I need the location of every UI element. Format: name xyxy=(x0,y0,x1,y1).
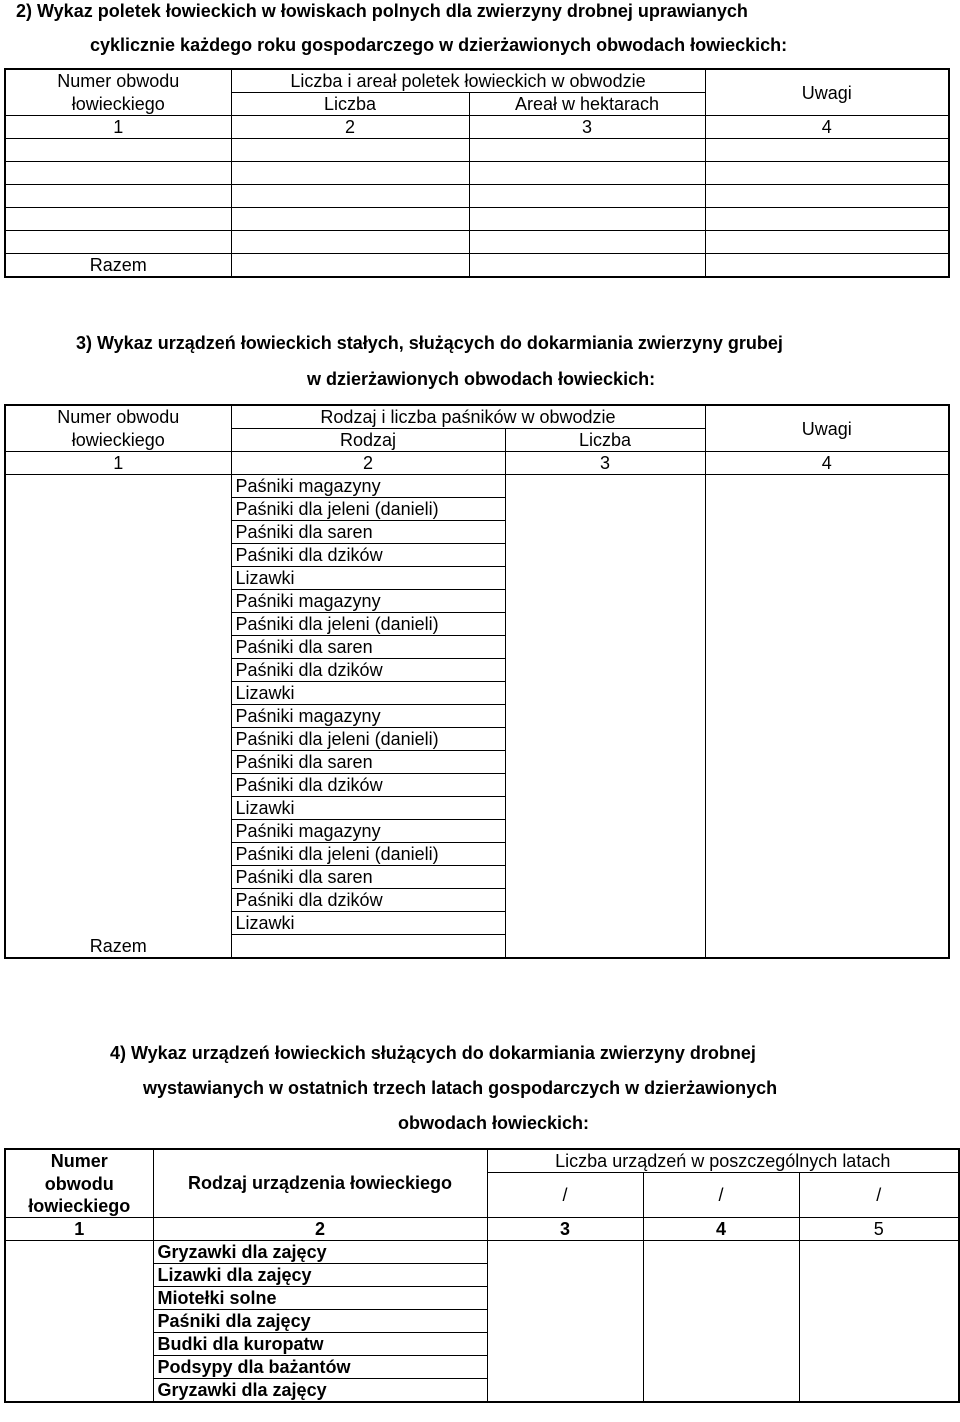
device-type: Gryzawki dla zajęcy xyxy=(153,1240,487,1263)
cell xyxy=(231,935,505,959)
cell xyxy=(487,1240,643,1402)
cell xyxy=(799,1240,959,1402)
col-obwod-header: Numer obwodu xyxy=(5,69,231,93)
table-row xyxy=(5,162,949,185)
feeder-type: Lizawki xyxy=(231,912,505,935)
col-uwagi-header: Uwagi xyxy=(705,69,949,116)
table-row xyxy=(5,231,949,254)
table-row xyxy=(5,139,949,162)
col-obwod-header-line2: obwodu xyxy=(5,1173,153,1195)
table-row xyxy=(5,1240,959,1263)
feeder-type: Paśniki magazyny xyxy=(231,475,505,498)
section3-heading-line1: 3) Wykaz urządzeń łowieckich stałych, służących do dokarmiania zwierzyny grubej xyxy=(76,333,783,353)
feeder-type: Paśniki dla saren xyxy=(231,636,505,659)
section2-table xyxy=(4,68,950,278)
cell xyxy=(231,231,469,254)
col-number: 5 xyxy=(799,1217,959,1240)
device-type: Budki dla kuropatw xyxy=(153,1332,487,1355)
cell xyxy=(705,254,949,278)
col-liczba-header: Liczba xyxy=(505,429,705,452)
feeder-type: Paśniki magazyny xyxy=(231,705,505,728)
device-type: Miotełki solne xyxy=(153,1286,487,1309)
cell xyxy=(5,185,231,208)
feeder-type: Lizawki xyxy=(231,797,505,820)
total-label: Razem xyxy=(5,254,231,278)
cell xyxy=(231,162,469,185)
cell xyxy=(231,208,469,231)
col-number: 1 xyxy=(5,1217,153,1240)
device-type: Gryzawki dla zajęcy xyxy=(153,1378,487,1402)
table-row xyxy=(5,208,949,231)
cell xyxy=(469,231,705,254)
year-3-header: / xyxy=(799,1173,959,1218)
year-2-header: / xyxy=(643,1173,799,1218)
col-number: 4 xyxy=(705,452,949,475)
col-obwod-header: Numer xyxy=(5,1149,153,1173)
cell xyxy=(705,185,949,208)
cell xyxy=(705,139,949,162)
feeder-type: Paśniki dla dzików xyxy=(231,544,505,567)
cell xyxy=(5,162,231,185)
col-number: 2 xyxy=(231,116,469,139)
total-label: Razem xyxy=(5,475,231,959)
col-number: 2 xyxy=(153,1217,487,1240)
section3-heading-line2: w dzierżawionych obwodach łowieckich: xyxy=(307,369,656,389)
col-obwod-header-line2: łowieckiego xyxy=(5,429,231,452)
cell xyxy=(643,1240,799,1402)
section3-table xyxy=(4,404,950,959)
col-group-header: Liczba i areał poletek łowieckich w obwodzie xyxy=(231,69,705,93)
feeder-type: Paśniki dla jeleni (danieli) xyxy=(231,843,505,866)
section2-heading-line2: cyklicznie każdego roku gospodarczego w dzierżawionych obwodach łowieckich: xyxy=(90,35,788,55)
col-number: 4 xyxy=(643,1217,799,1240)
col-number: 3 xyxy=(469,116,705,139)
feeder-type: Paśniki dla saren xyxy=(231,866,505,889)
table-row xyxy=(5,475,949,498)
col-rodzaj-header: Rodzaj xyxy=(231,429,505,452)
col-number: 3 xyxy=(487,1217,643,1240)
cell xyxy=(5,139,231,162)
feeder-type: Paśniki dla dzików xyxy=(231,889,505,912)
feeder-type: Lizawki xyxy=(231,682,505,705)
col-rodzaj-header: Rodzaj urządzenia łowieckiego xyxy=(153,1149,487,1217)
device-type: Paśniki dla zajęcy xyxy=(153,1309,487,1332)
year-1-header: / xyxy=(487,1173,643,1218)
cell xyxy=(705,162,949,185)
col-obwod-header-line2: łowieckiego xyxy=(5,93,231,116)
feeder-type: Paśniki dla jeleni (danieli) xyxy=(231,613,505,636)
feeder-type: Paśniki dla saren xyxy=(231,521,505,544)
cell xyxy=(231,185,469,208)
col-obwod-header: Numer obwodu xyxy=(5,405,231,429)
device-type: Podsypy dla bażantów xyxy=(153,1355,487,1378)
col-number: 1 xyxy=(5,116,231,139)
cell xyxy=(705,208,949,231)
col-number: 3 xyxy=(505,452,705,475)
col-obwod-header-line3: łowieckiego xyxy=(5,1195,153,1218)
cell xyxy=(469,139,705,162)
col-number: 4 xyxy=(705,116,949,139)
section2-heading-line1: 2) Wykaz poletek łowieckich w łowiskach polnych dla zwierzyny drobnej uprawianych xyxy=(16,1,748,21)
col-number: 1 xyxy=(5,452,231,475)
table-row xyxy=(5,185,949,208)
section4-heading-line1: 4) Wykaz urządzeń łowieckich służących do dokarmiania zwierzyny drobnej xyxy=(110,1043,756,1063)
cell xyxy=(705,231,949,254)
cell xyxy=(469,208,705,231)
feeder-type: Paśniki magazyny xyxy=(231,590,505,613)
section4-heading-line3: obwodach łowieckich: xyxy=(398,1113,590,1133)
col-areal-header: Areał w hektarach xyxy=(469,93,705,116)
feeder-type: Paśniki dla saren xyxy=(231,751,505,774)
section4-heading-line2: wystawianych w ostatnich trzech latach gospodarczych w dzierżawionych xyxy=(143,1078,778,1098)
col-group-header: Liczba urządzeń w poszczególnych latach xyxy=(487,1149,959,1173)
cell xyxy=(469,162,705,185)
feeder-type: Paśniki dla jeleni (danieli) xyxy=(231,498,505,521)
cell xyxy=(469,254,705,278)
cell xyxy=(705,475,949,959)
feeder-type: Paśniki dla dzików xyxy=(231,774,505,797)
cell xyxy=(469,185,705,208)
cell xyxy=(231,254,469,278)
cell xyxy=(505,475,705,959)
cell xyxy=(5,1240,153,1402)
col-uwagi-header: Uwagi xyxy=(705,405,949,452)
cell xyxy=(231,139,469,162)
feeder-type: Paśniki magazyny xyxy=(231,820,505,843)
device-type: Lizawki dla zajęcy xyxy=(153,1263,487,1286)
feeder-type: Paśniki dla dzików xyxy=(231,659,505,682)
feeder-type: Paśniki dla jeleni (danieli) xyxy=(231,728,505,751)
section4-table xyxy=(4,1148,960,1403)
col-liczba-header: Liczba xyxy=(231,93,469,116)
feeder-type: Lizawki xyxy=(231,567,505,590)
col-number: 2 xyxy=(231,452,505,475)
col-group-header: Rodzaj i liczba paśników w obwodzie xyxy=(231,405,705,429)
cell xyxy=(5,208,231,231)
cell xyxy=(5,231,231,254)
